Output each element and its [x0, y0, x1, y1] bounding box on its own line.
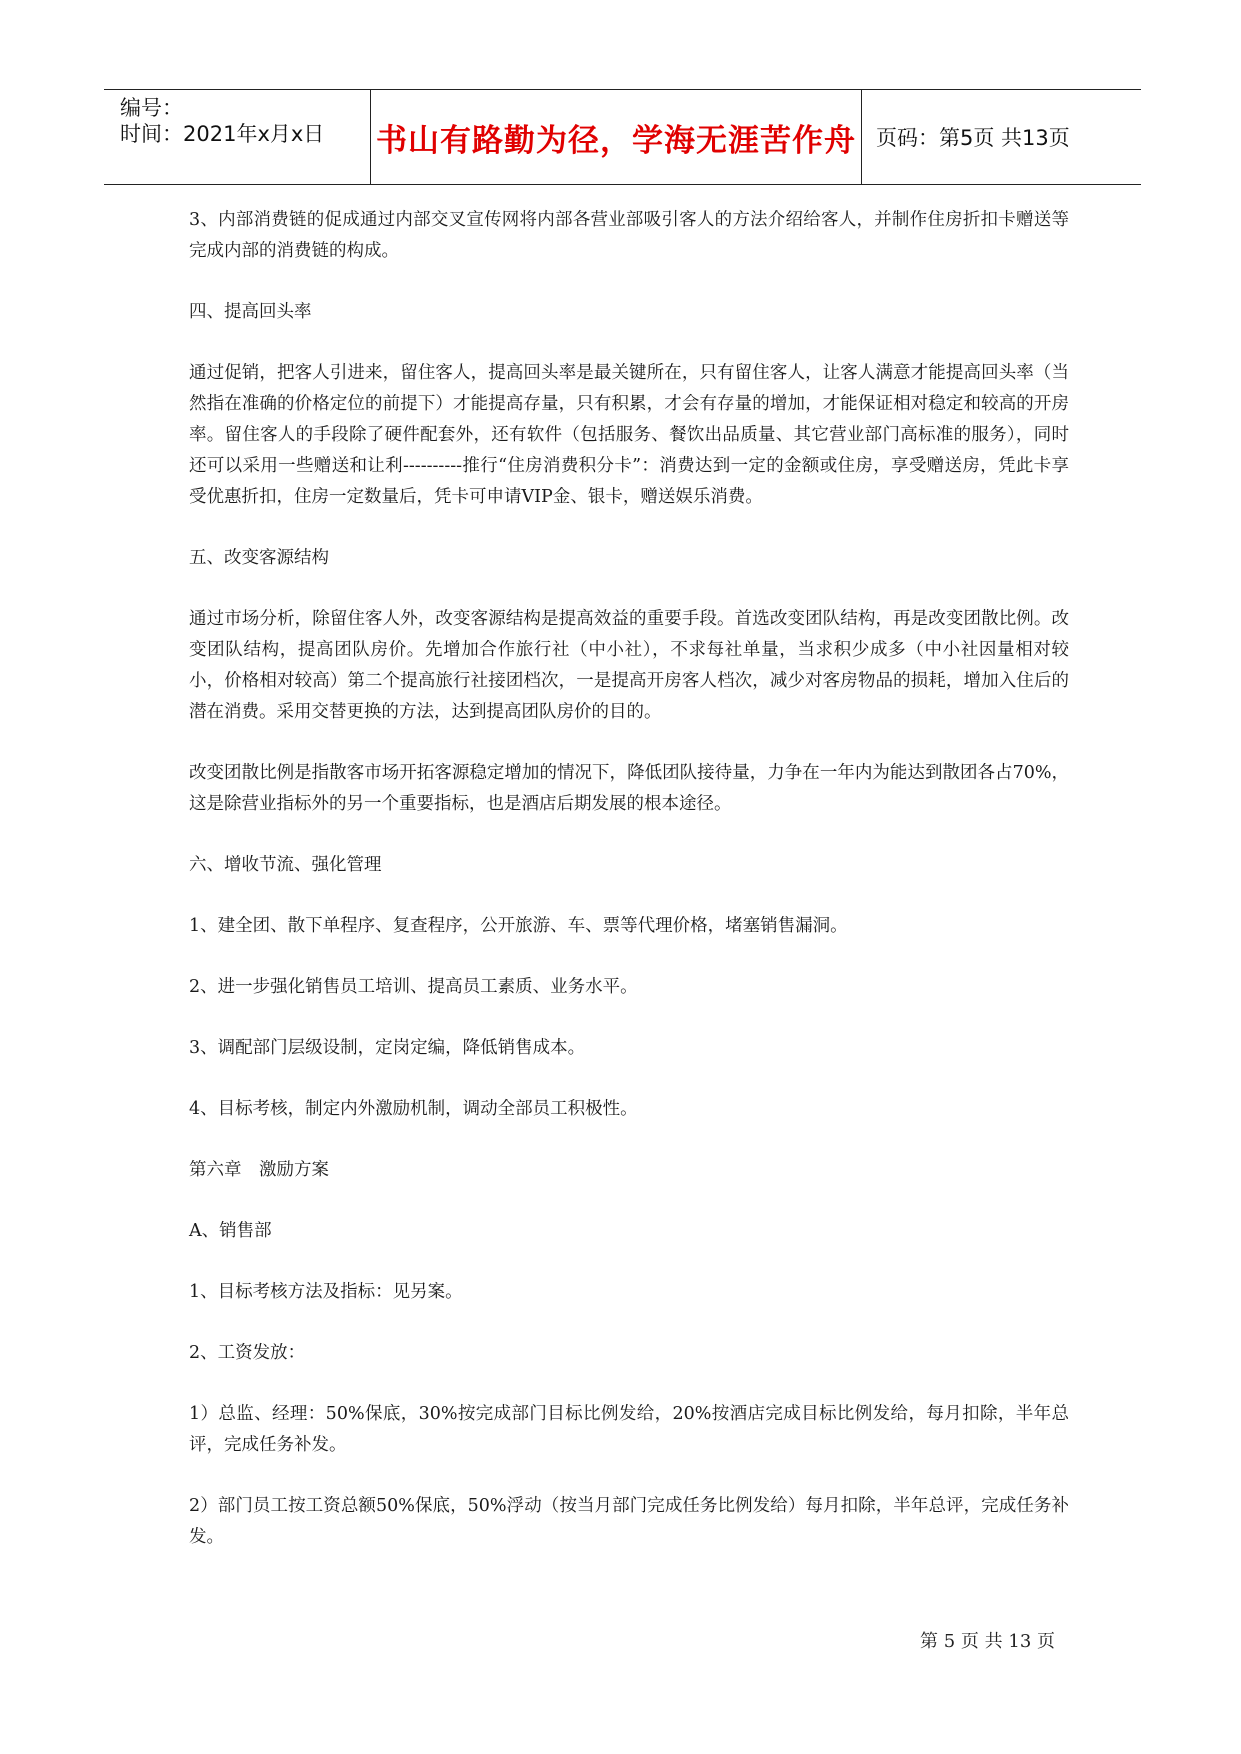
list-item: 4、目标考核，制定内外激励机制，调动全部员工积极性。 — [189, 1099, 638, 1119]
paragraph: 3、内部消费链的促成通过内部交叉宣传网将内部各营业部吸引客人的方法介绍给客人，并制作住房折扣卡赠送等完成内部的消费链的构成。 — [189, 210, 1069, 261]
chapter-heading: 第六章 激励方案 — [189, 1160, 329, 1180]
list-item: 2、工资发放： — [189, 1343, 306, 1363]
list-item: 1、建全团、散下单程序、复查程序，公开旅游、车、票等代理价格，堵塞销售漏洞。 — [189, 916, 848, 936]
section-heading: 四、提高回头率 — [189, 302, 312, 322]
list-item: 2、进一步强化销售员工培训、提高员工素质、业务水平。 — [189, 977, 638, 997]
paragraph: 通过促销，把客人引进来，留住客人，提高回头率是最关键所在，只有留住客人，让客人满意才能提高回头率（当然指在准确的价格定位的前提下）才能提高存量，只有积累，才会有存量的增加，才能保证相对稳定和较高的开房率。留住客人的手段除了硬件配套外，还有软件（包括服务、餐饮出品质量、其它营业部门高标准的服务），同时还可以采用一些赠送和让利----------推行“住房消费积分卡”：消费达到一定的金额或住房，享受赠送房，凭此卡享受优惠折扣，住房一定数量后，凭卡可申请VIP金、银卡，赠送娱乐消费。 — [189, 363, 1069, 507]
paragraph: 改变团散比例是指散客市场开拓客源稳定增加的情况下，降低团队接待量，力争在一年内为能达到散团各占70%，这是除营业指标外的另一个重要指标，也是酒店后期发展的根本途径。 — [189, 763, 1069, 814]
document-number-label: 编号： — [120, 96, 183, 120]
header-motto: 书山有路勤为径，学海无涯苦作舟 — [371, 90, 862, 184]
list-item: 1）总监、经理：50%保底，30%按完成部门目标比例发给，20%按酒店完成目标比例发给，每月扣除，半年总评，完成任务补发。 — [189, 1404, 1069, 1455]
list-item: 2）部门员工按工资总额50%保底，50%浮动（按当月部门完成任务比例发给）每月扣除，半年总评，完成任务补发。 — [189, 1496, 1069, 1547]
header-page-number: 页码：第5页 共13页 — [876, 126, 1070, 150]
paragraph: 通过市场分析，除留住客人外，改变客源结构是提高效益的重要手段。首选改变团队结构，再是改变团散比例。改变团队结构，提高团队房价。先增加合作旅行社（中小社），不求每社单量，当求积少成多（中小社因量相对较小，价格相对较高）第二个提高旅行社接团档次，一是提高开房客人档次，减少对客房物品的损耗，增加入住后的潜在消费。采用交替更换的方法，达到提高团队房价的目的。 — [189, 609, 1069, 722]
section-heading: A、销售部 — [189, 1221, 272, 1241]
page-header — [104, 89, 1141, 185]
list-item: 1、目标考核方法及指标：见另案。 — [189, 1282, 463, 1302]
section-heading: 五、改变客源结构 — [189, 548, 329, 568]
document-time-label: 时间：2021年x月x日 — [120, 122, 325, 146]
document-body — [189, 205, 1069, 1583]
section-heading: 六、增收节流、强化管理 — [189, 855, 382, 875]
page-footer: 第 5 页 共 13 页 — [920, 1631, 1055, 1652]
header-info-cell — [104, 90, 371, 184]
list-item: 3、调配部门层级设制，定岗定编，降低销售成本。 — [189, 1038, 586, 1058]
